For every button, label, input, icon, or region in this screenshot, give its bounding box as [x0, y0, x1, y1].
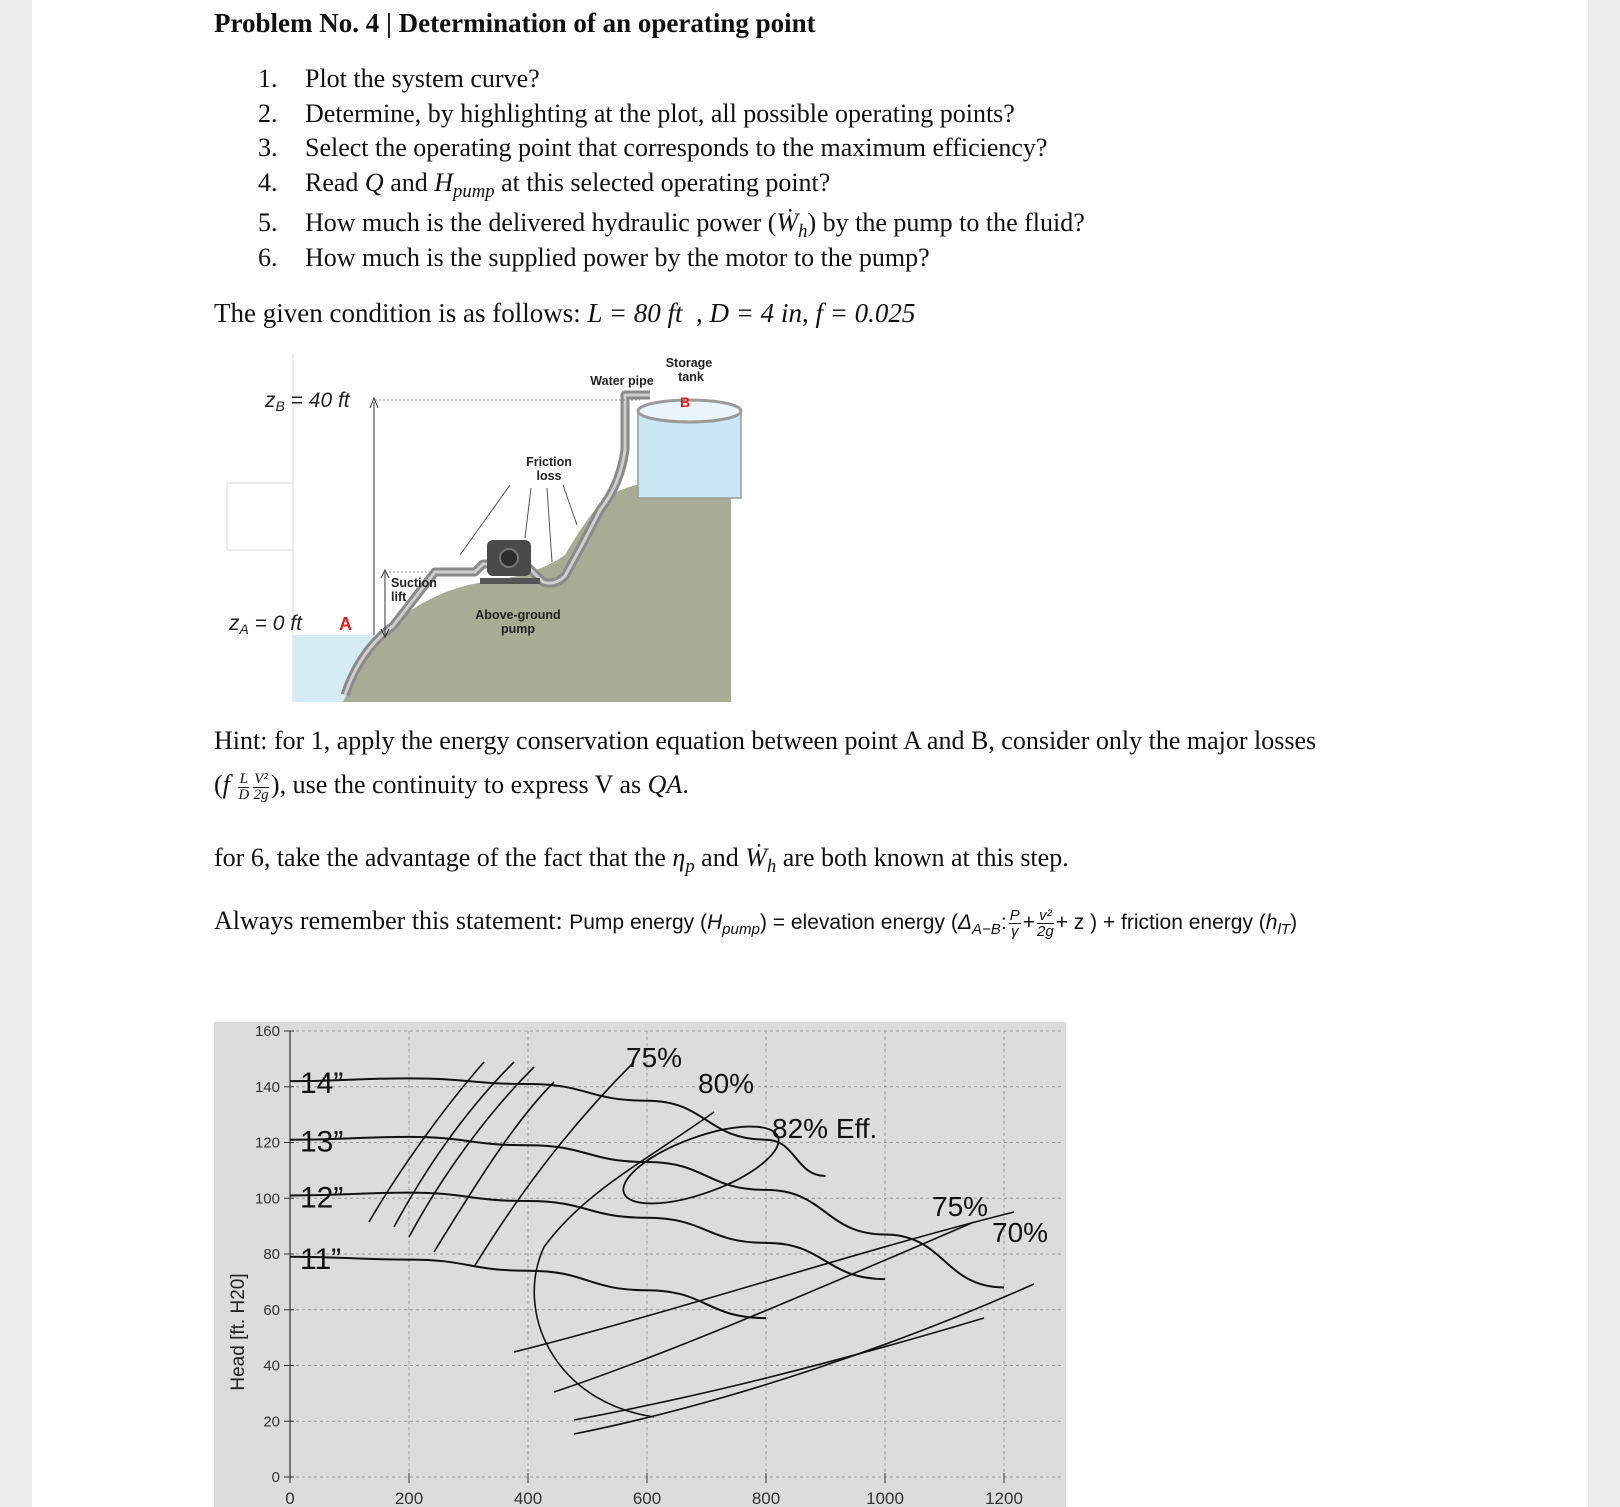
x-tick-label: 200: [394, 1489, 424, 1507]
loss-label: loss: [536, 469, 562, 483]
y-tick-label: 140: [254, 1078, 280, 1096]
given-diameter: D = 4 in: [709, 298, 802, 328]
y-tick-label: 60: [263, 1301, 280, 1319]
question-text: Plot the system curve?: [305, 64, 540, 93]
friction-label: Friction: [526, 455, 572, 469]
curve-label-12in: 12”: [300, 1181, 344, 1215]
given-condition: The given condition is as follows: L = 80 ft , D = 4 in, f = 0.025: [214, 298, 916, 328]
y-tick-label: 120: [254, 1134, 280, 1152]
v2-over-2g-fraction: $\frac{\text{V²}}{2g}$: [253, 770, 269, 803]
y-axis-label: Head [ft. H20]: [228, 1273, 249, 1391]
remember-statement: [214, 906, 1297, 939]
pump-performance-chart: [214, 1022, 1066, 1507]
energy-equation: Pump energy $(H_{pump})$ = elevation energy ($\Delta_{A-B}$: $\frac{P}{\gamma}$ + $\frac{\text{v²}}{2g}$ + z ) + friction energy $(h_{lT})$: [569, 906, 1298, 940]
eta-subscript: p: [685, 856, 695, 878]
pump-system-diagram: [225, 350, 763, 702]
hint-continuity-text: ), use the continuity to express V as: [270, 770, 648, 799]
given-friction: f = 0.025: [815, 298, 916, 328]
q5-pre: How much is the delivered hydraulic power (: [305, 208, 777, 237]
pump-impeller: [500, 549, 518, 567]
x-tick-label: 600: [632, 1489, 662, 1507]
question-text: How much is the supplied power by the motor to the pump?: [305, 243, 930, 272]
question-text: [305, 208, 1085, 243]
question-number: 2.: [258, 99, 278, 128]
hint3-mid: and: [694, 843, 746, 872]
friction-arrow: [563, 485, 577, 525]
hint-line-2: (f $\frac{L}{D}$ $\frac{\text{V²}}{2g}$ ), use the continuity to express V as QA.: [214, 770, 689, 803]
question-text: Determine, by highlighting at the plot, all possible operating points?: [305, 99, 1015, 128]
efficiency-label-75-right: 75%: [932, 1191, 989, 1222]
question-number: 5.: [258, 208, 278, 237]
point-b-label: B: [680, 394, 691, 410]
h-symbol: H: [434, 168, 454, 197]
x-tick-label: 1200: [985, 1489, 1023, 1507]
y-tick-label: 80: [263, 1246, 280, 1263]
l-over-d-fraction: $\frac{L}{D}$: [238, 770, 250, 803]
y-tick-label: 40: [263, 1357, 280, 1375]
q4-post: at this selected operating point?: [494, 168, 831, 197]
hint-line-3: [214, 843, 1069, 878]
zb-label: zB = 40 ft: [265, 389, 350, 414]
y-tick-label: 160: [254, 1023, 280, 1040]
question-number: 4.: [258, 168, 278, 197]
pump-label-2: pump: [500, 622, 536, 636]
given-length: L = 80 ft: [587, 298, 683, 328]
hint-line-1: Hint: for 1, apply the energy conservation equation between point A and B, consider only the major losses: [214, 726, 1317, 755]
eta-symbol: η: [672, 843, 686, 872]
x-tick-label: 800: [751, 1489, 781, 1507]
y-tick-label: 100: [254, 1190, 280, 1208]
point-a-label: A: [339, 614, 352, 634]
q4-mid: and: [383, 168, 435, 197]
friction-factor-symbol: f: [222, 770, 230, 799]
question-number: 1.: [258, 64, 278, 93]
remember-lead: Always remember this statement:: [214, 906, 570, 935]
problem-title: Problem No. 4 | Determination of an operating point: [214, 8, 816, 38]
lift-label: lift: [391, 590, 407, 604]
question-text: [305, 168, 830, 203]
tank-label: tank: [678, 370, 704, 384]
y-tick-label: 0: [271, 1469, 280, 1486]
efficiency-label-82: 82% Eff.: [772, 1113, 878, 1144]
q-symbol: Q: [364, 168, 384, 197]
w-symbol: Ẇ: [776, 208, 799, 237]
suction-label: Suction: [391, 576, 437, 590]
pump-label: Above-ground: [475, 608, 561, 622]
water-pipe-label: Water pipe: [590, 374, 654, 388]
pump-base: [480, 578, 540, 584]
qa-symbol: QA: [647, 770, 683, 799]
w-subscript: h: [798, 221, 808, 243]
hint3-pre: for 6, take the advantage of the fact that the: [214, 843, 673, 872]
friction-arrow: [525, 488, 531, 538]
question-number: 6.: [258, 243, 278, 272]
q5-post: ) by the pump to the fluid?: [807, 208, 1085, 237]
wh-symbol: Ẇ: [745, 843, 767, 872]
question-number: 3.: [258, 133, 278, 162]
efficiency-label-75: 75%: [626, 1042, 683, 1073]
friction-arrow: [547, 488, 552, 562]
h-subscript: pump: [453, 181, 495, 203]
x-tick-label: 0: [285, 1489, 295, 1507]
hint-period: .: [682, 770, 689, 799]
storage-label: Storage: [665, 356, 713, 370]
given-lead: The given condition is as follows:: [214, 298, 588, 328]
efficiency-label-70: 70%: [992, 1217, 1049, 1248]
za-label: zA = 0 ft: [229, 612, 302, 637]
efficiency-label-80: 80%: [698, 1068, 755, 1099]
curve-label-11in: 11”: [300, 1242, 342, 1276]
storage-tank: [638, 411, 741, 498]
y-tick-label: 20: [263, 1413, 280, 1431]
q4-pre: Read: [305, 168, 365, 197]
x-tick-label: 400: [513, 1489, 543, 1507]
question-text: Select the operating point that corresponds to the maximum efficiency?: [305, 133, 1048, 162]
x-tick-label: 1000: [866, 1489, 904, 1507]
hint3-post: are both known at this step.: [776, 843, 1069, 872]
curve-label-13in: 13”: [300, 1125, 344, 1159]
wh-subscript: h: [766, 856, 777, 878]
diagram-frame-line: [227, 483, 293, 550]
curve-label-14in: 14”: [300, 1067, 344, 1101]
